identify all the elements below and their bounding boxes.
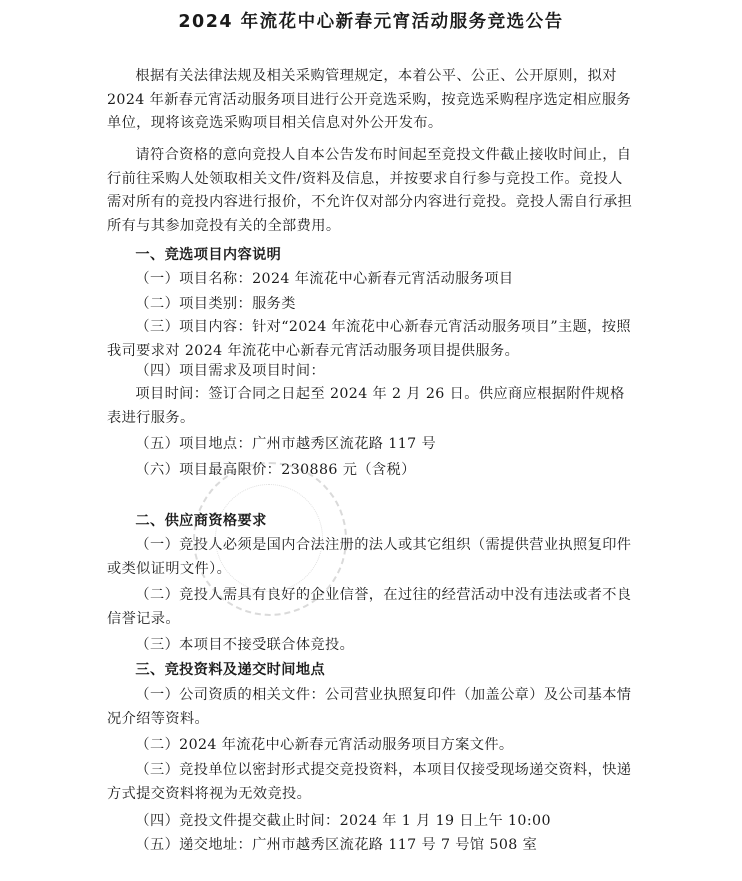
- section-1-item-3: （三）项目内容：针对“2024 年流花中心新春元宵活动服务项目”主题，按照我司要求对 2024 年流花中心新春元宵活动服务项目提供服务。: [107, 319, 631, 359]
- intro-paragraph-1: 根据有关法律法规及相关采购管理规定，本着公平、公正、公开原则，拟对 2024 年新春元宵活动服务项目进行公开竞选采购，按竞选采购程序选定相应服务单位，现将该竞选采购项目相关信息对外公开发布。: [107, 68, 632, 131]
- section-3-item-1: （一）公司资质的相关文件：公司营业执照复印件（加盖公章）及公司基本情况介绍等资料。: [107, 687, 632, 727]
- section-1-item-5: （五）项目地点：广州市越秀区流花路 117 号: [135, 436, 437, 452]
- section-2-item-3: （三）本项目不接受联合体竞投。: [135, 637, 355, 653]
- section-1-item-4-detail: 项目时间：签订合同之日起至 2024 年 2 月 26 日。供应商应根据附件规格表进行服务。: [107, 386, 625, 426]
- section-1-item-2: （二）项目类别：服务类: [135, 296, 296, 312]
- section-3-item-2: （二）2024 年流花中心新春元宵活动服务项目方案文件。: [135, 737, 514, 753]
- section-3-item-5: （五）递交地址：广州市越秀区流花路 117 号 7 号馆 508 室: [135, 837, 538, 853]
- document-title: 2024 年流花中心新春元宵活动服务竞选公告: [178, 12, 564, 32]
- section-1-item-6: （六）项目最高限价：230886 元（含税）: [135, 462, 416, 478]
- section-3-item-4: （四）竞投文件提交截止时间：2024 年 1 月 19 日上午 10:00: [135, 813, 551, 829]
- section-1-item-4: （四）项目需求及项目时间：: [135, 363, 326, 379]
- section-2-item-1: （一）竞投人必须是国内合法注册的法人或其它组织（需提供营业执照复印件或类似证明文件）。: [107, 537, 632, 577]
- section-3-item-3: （三）竞投单位以密封形式提交竞投资料，本项目仅接受现场递交资料，快递方式提交资料将视为无效竞投。: [107, 762, 632, 802]
- section-1-item-1: （一）项目名称：2024 年流花中心新春元宵活动服务项目: [135, 271, 514, 287]
- intro-paragraph-2: 请符合资格的意向竞投人自本公告发布时间起至竞投文件截止接收时间止，自行前往采购人处领取相关文件/资料及信息，并按要求自行参与竞投工作。竞投人需对所有的竞投内容进行报价，不允许仅对部分内容进行竞投。竞投人需自行承担所有与其参加竞投有关的全部费用。: [107, 147, 633, 234]
- section-3-heading: 三、竞投资料及递交时间地点: [135, 662, 326, 678]
- section-2-heading: 二、供应商资格要求: [135, 513, 267, 529]
- section-2-item-2: （二）竞投人需具有良好的企业信誉，在过往的经营活动中没有违法或者不良信誉记录。: [107, 587, 632, 627]
- section-1-heading: 一、竞选项目内容说明: [135, 247, 282, 263]
